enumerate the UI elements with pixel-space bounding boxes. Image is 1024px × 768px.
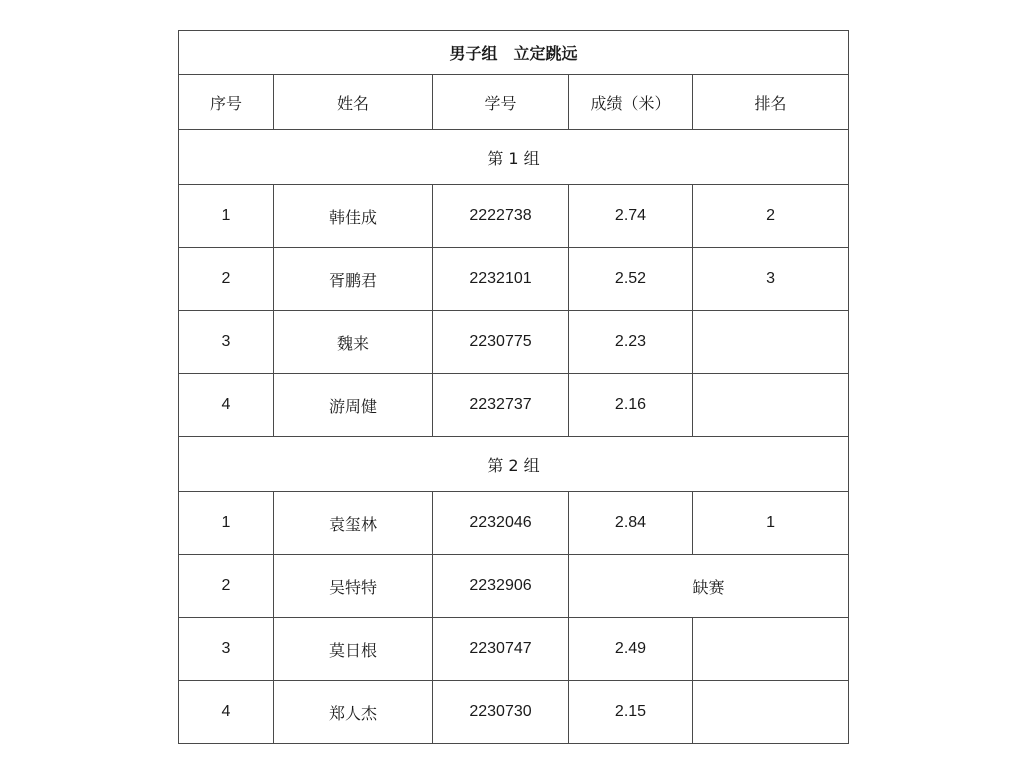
cell-score: 2.52 xyxy=(569,248,693,311)
title-row xyxy=(179,31,849,75)
header-row xyxy=(179,75,849,130)
header-name: 姓名 xyxy=(274,75,433,130)
cell-score: 2.16 xyxy=(569,374,693,437)
cell-index: 4 xyxy=(179,681,274,744)
cell-name: 胥鹏君 xyxy=(274,248,433,311)
table-row xyxy=(179,248,849,311)
cell-rank xyxy=(693,681,849,744)
cell-score: 2.74 xyxy=(569,185,693,248)
header-rank: 排名 xyxy=(693,75,849,130)
table-row xyxy=(179,185,849,248)
cell-index: 3 xyxy=(179,311,274,374)
cell-name: 莫日根 xyxy=(274,618,433,681)
table-row xyxy=(179,618,849,681)
cell-student-id: 2232046 xyxy=(433,492,569,555)
table-row xyxy=(179,374,849,437)
cell-name: 游周健 xyxy=(274,374,433,437)
cell-index: 4 xyxy=(179,374,274,437)
results-table xyxy=(178,30,849,744)
cell-index: 1 xyxy=(179,185,274,248)
cell-index: 2 xyxy=(179,248,274,311)
cell-name: 吴特特 xyxy=(274,555,433,618)
cell-score: 2.84 xyxy=(569,492,693,555)
cell-score: 2.15 xyxy=(569,681,693,744)
table-row xyxy=(179,555,849,618)
header-student-id: 学号 xyxy=(433,75,569,130)
table-row xyxy=(179,311,849,374)
cell-score: 2.23 xyxy=(569,311,693,374)
group-row xyxy=(179,130,849,185)
cell-rank xyxy=(693,618,849,681)
cell-name: 袁玺林 xyxy=(274,492,433,555)
cell-index: 3 xyxy=(179,618,274,681)
cell-student-id: 2230775 xyxy=(433,311,569,374)
group-row xyxy=(179,437,849,492)
cell-rank xyxy=(693,374,849,437)
cell-rank: 1 xyxy=(693,492,849,555)
cell-name: 魏来 xyxy=(274,311,433,374)
cell-student-id: 2222738 xyxy=(433,185,569,248)
group-label: 第 2 组 xyxy=(179,437,849,492)
header-score: 成绩（米） xyxy=(569,75,693,130)
cell-rank xyxy=(693,311,849,374)
table-row xyxy=(179,492,849,555)
cell-rank: 3 xyxy=(693,248,849,311)
cell-student-id: 2232906 xyxy=(433,555,569,618)
cell-absent: 缺赛 xyxy=(569,555,849,618)
table-title: 男子组 立定跳远 xyxy=(179,31,849,75)
cell-student-id: 2230730 xyxy=(433,681,569,744)
group-label: 第 1 组 xyxy=(179,130,849,185)
cell-student-id: 2232101 xyxy=(433,248,569,311)
cell-name: 韩佳成 xyxy=(274,185,433,248)
cell-index: 1 xyxy=(179,492,274,555)
table-row xyxy=(179,681,849,744)
cell-name: 郑人杰 xyxy=(274,681,433,744)
cell-score: 2.49 xyxy=(569,618,693,681)
cell-rank: 2 xyxy=(693,185,849,248)
header-index: 序号 xyxy=(179,75,274,130)
cell-index: 2 xyxy=(179,555,274,618)
cell-student-id: 2230747 xyxy=(433,618,569,681)
cell-student-id: 2232737 xyxy=(433,374,569,437)
